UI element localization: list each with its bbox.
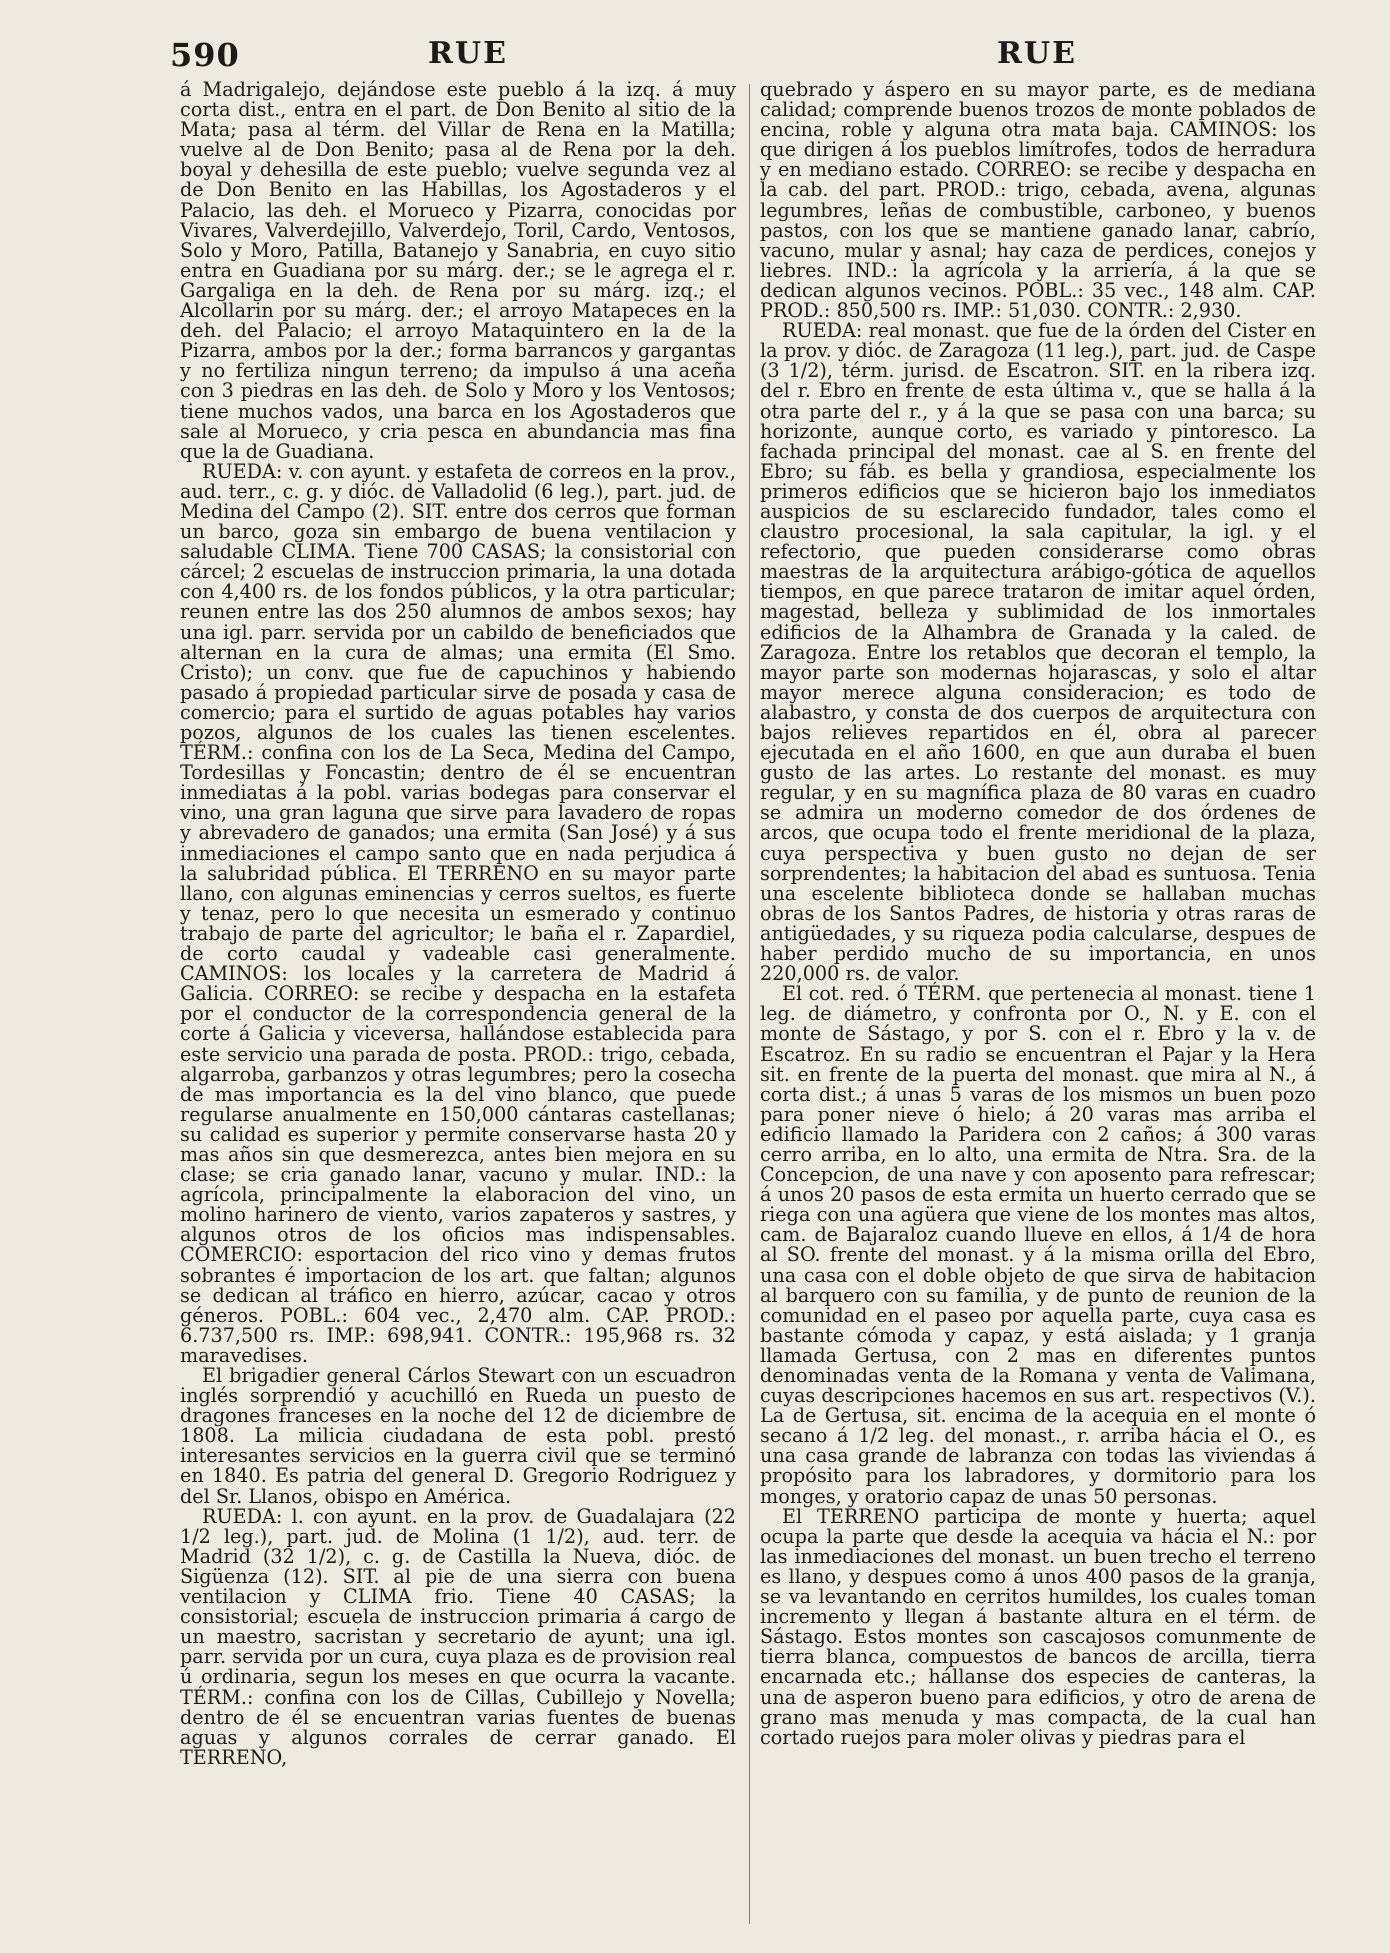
paragraph: El TERRENO participa de monte y huerta; aquel ocupa la parte que desde la acequia va hácia el N.: por las inmediaciones del monast. un buen trecho el terreno es llano, y despues como á unos 400 pasos de la granja, se va levantando en cerritos humildes, los cuales toman incremento y llegan á bastante altura en el térm. de Sástago. Estos montes son cascajosos comunmente de tierra blanca, compuestos de bancos de arcilla, tierra encarnada etc.; hállanse dos especies de canteras, la una de asperon bueno para edificios, y otro de arena de grano mas menuda y mas compacta, de la cual han cortado ruejos para moler olivas y piedras para el <box>760 1504 1316 1749</box>
running-head-right: RUE <box>997 36 1077 71</box>
column-divider <box>749 84 750 1924</box>
paragraph: quebrado y áspero en su mayor parte, es de mediana calidad; comprende buenos trozos de monte poblados de encina, roble y alguna otra mata baja. CAMINOS: los que dirigen á los pueblos limítrofes, todos de herradura y en mediano estado. CORREO: se recibe y despacha en la cab. del part. PROD.: trigo, cebada, avena, algunas legumbres, leñas de combustible, carboneo, y buenos pastos, con los que se mantiene ganado lanar, cabrío, vacuno, mular y asnal; hay caza de perdices, conejos y liebres. IND.: la agrícola y la arriería, á la que se dedican algunos vecinos. POBL.: 35 vec., 148 alm. CAP. PROD.: 850,500 rs. IMP.: 51,030. CONTR.: 2,930. <box>760 78 1316 323</box>
paragraph: El brigadier general Cárlos Stewart con un escuadron inglés sorprendió y acuchilló en Rueda un puesto de dragones franceses en la noche del 12 de diciembre de 1808. La milicia ciudadana de esta pobl. prestó interesantes servicios en la guerra civil que se terminó en 1840. Es patria del general D. Gregorio Rodriguez y del Sr. Llanos, obispo en América. <box>180 1364 736 1508</box>
paragraph: RUEDA: v. con ayunt. y estafeta de correos en la prov., aud. terr., c. g. y dióc. de Valladolid (6 leg.), part. jud. de Medina del Campo (2). SIT. entre dos cerros que forman un barco, goza sin embargo de buena ventilacion y saludable CLIMA. Tiene 700 CASAS; la consistorial con cárcel; 2 escuelas de instruccion primaria, la una dotada con 4,400 rs. de los fondos públicos, y la otra particular; reunen entre las dos 250 alumnos de ambos sexos; hay una igl. parr. servida por un cabildo de beneficiados que alternan en la cura de almas; una ermita (El Smo. Cristo); un conv. que fue de capuchinos y habiendo pasado á propiedad particular sirve de posada y casa de comercio; para el surtido de aguas potables hay varios pozos, algunos de los cuales las tienen escelentes. TÉRM.: confina con los de La Seca, Medina del Campo, Tordesillas y Foncastin; dentro de él se encuentran inmediatas á la pobl. varias bodegas para conservar el vino, una gran laguna que sirve para lavadero de ropas y abrevadero de ganados; una ermita (San José) y á sus inmediaciones el campo santo que en nada perjudica á la salubridad pública. El TERRENO en su mayor parte llano, con algunas eminencias y cerros sueltos, es fuerte y tenaz, pero lo que necesita un esmerado y continuo trabajo de parte del agricultor; le baña el r. Zapardiel, de corto caudal y vadeable casi generalmente. CAMINOS: los locales y la carretera de Madrid á Galicia. CORREO: se recibe y despacha en la estafeta por el conductor de la correspondencia general de la corte á Galicia y viceversa, hallándose establecida para este servicio una parada de posta. PROD.: trigo, cebada, algarroba, garbanzos y otras legumbres; pero la cosecha de mas importancia es la del vino blanco, que puede regularse anualmente en 150,000 cántaras castellanas; su calidad es superior y permite conservarse hasta 20 y mas años sin que desmerezca, antes bien mejora en su clase; se cria ganado lanar, vacuno y mular. IND.: la agrícola, principalmente la elaboracion del vino, un molino harinero de viento, varios zapateros y sastres, y algunos otros de los oficios mas indispensables. COMERCIO: esportacion del rico vino y demas frutos sobrantes é importacion de los art. que faltan; algunos se dedican al tráfico en hierro, azúcar, cacao y otros géneros. POBL.: 604 vec., 2,470 alm. CAP. PROD.: 6.737,500 rs. IMP.: 698,941. CONTR.: 195,968 rs. 32 maravedises. <box>180 459 736 1367</box>
page-number: 590 <box>170 36 240 74</box>
paragraph: RUEDA: l. con ayunt. en la prov. de Guadalajara (22 1/2 leg.), part. jud. de Molina (1 1/2), aud. terr. de Madrid (32 1/2), c. g. de Castilla la Nueva, dióc. de Sigüenza (12). SIT. al pie de una sierra con buena ventilacion y CLIMA frio. Tiene 40 CASAS; la consistorial; escuela de instruccion primaria á cargo de un maestro, sacristan y secretario de ayunt; una igl. parr. servida por un cura, cuya plaza es de provision real ú ordinaria, segun los meses en que ocurra la vacante. TÉRM.: confina con los de Cillas, Cubillejo y Novella; dentro de él se encuentran varias fuentes de buenas aguas y algunos corrales de cerrar ganado. El TERRENO, <box>180 1504 736 1769</box>
running-head-left: RUE <box>428 36 508 71</box>
paragraph: á Madrigalejo, dejándose este pueblo á la izq. á muy corta dist., entra en el part. de Don Benito al sitio de la Mata; pasa al térm. del Villar de Rena en la Matilla; vuelve al de Don Benito; pasa al de Rena por la deh. boyal y dehesilla de este pueblo; vuelve segunda vez al de Don Benito en las Habillas, los Agostaderos y el Palacio, las deh. el Morueco y Pizarra, conocidas por Vivares, Valverdejillo, Valverdejo, Toril, Cardo, Ventosos, Solo y Moro, Patilla, Batanejo y Sanabria, en cuyo sitio entra en Guadiana por su márg. der.; se le agrega el r. Gargaliga en la deh. de Rena por su márg. izq.; el Alcollarin por su márg. der.; el arroyo Matapeces en la deh. del Palacio; el arroyo Mataquintero en la de la Pizarra, ambos por la der.; forma barrancos y gargantas y no fertiliza ningun terreno; da impulso á una aceña con 3 piedras en las deh. de Solo y Moro y los Ventosos; tiene muchos vados, una barca en los Agostaderos que sale al Morueco, y cria pesca en abundancia mas fina que la de Guadiana. <box>180 78 736 463</box>
paragraph: RUEDA: real monast. que fue de la órden del Cister en la prov. y dióc. de Zaragoza (11 leg.), part. jud. de Caspe (3 1/2), térm. jurisd. de Escatron. SIT. en la ribera izq. del r. Ebro en frente de esta última v., que se halla á la otra parte del r., y á la que se pasa con una barca; su horizonte, aunque corto, es variado y pintoresco. La fachada principal del monast. cae al S. en frente del Ebro; su fáb. es bella y grandiosa, especialmente los primeros edificios que se hicieron bajo los inmediatos auspicios de su esclarecido fundador, tales como el claustro procesional, la sala capitular, la igl. y el refectorio, que pueden considerarse como obras maestras de la arquitectura arábigo-gótica de aquellos tiempos, en que parece trataron de imitar aquel órden, magestad, belleza y sublimidad de los inmortales edificios de la Alhambra de Granada y la caled. de Zaragoza. Entre los retablos que decoran el templo, la mayor parte son modernas hojarascas, y solo el altar mayor merece alguna consideracion; es todo de alabastro, y consta de dos cuerpos de arquitectura con bajos relieves repartidos en él, obra al parecer ejecutada en el año 1600, en que aun duraba el buen gusto de las artes. Lo restante del monast. es muy regular, y en su magnífica plaza de 80 varas en cuadro se admira un moderno comedor de dos órdenes de arcos, que ocupa todo el frente meridional de la plaza, cuya perspectiva y buen gusto no dejan de ser sorprendentes; la habitacion del abad es suntuosa. Tenia una escelente biblioteca donde se hallaban muchas obras de los Santos Padres, de historia y otras raras de antigüedades, y su riqueza podia calcularse, despues de haber perdido mucho de su importancia, en unos 220,000 rs. de valor. <box>760 319 1316 986</box>
left-column <box>180 80 736 1768</box>
paragraph: El cot. red. ó TÉRM. que pertenecia al monast. tiene 1 leg. de diámetro, y confronta por O., N. y E. con el monte de Sástago, y por S. con el r. Ebro y la v. de Escatroz. En su radio se encuentran el Pajar y la Hera sit. en frente de la puerta del monast. que mira al N., á corta dist.; á unas 5 varas de los mismos un buen pozo para poner nieve ó hielo; á 20 varas mas arriba el edificio llamado la Paridera con 2 caños; á 300 varas cerro arriba, en lo alto, una ermita de Ntra. Sra. de la Concepcion, de una nave y con aposento para refrescar; á unos 20 pasos de esta ermita un huerto cerrado que se riega con una agüera que viene de los montes mas altos, cam. de Bajaraloz cuando llueve en ellos, á 1/4 de hora al SO. frente del monast. y á la misma orilla del Ebro, una casa con el doble objeto de que sirva de habitacion al barquero con su familia, y de punto de reunion de la comunidad en el paseo por aquella parte, cuya casa es bastante cómoda y capaz, y está aislada; y 1 granja llamada Gertusa, con 2 mas en diferentes puntos denominadas venta de la Romana y venta de Valimana, cuyas descripciones hacemos en sus art. respectivos (V.). La de Gertusa, sit. encima de la acequia en el monte ó secano á 1/2 leg. del monast., r. arriba hácia el O., es una casa grande de labranza con todas las viviendas á propósito para los labradores, y dormitorio para los monges, y oratorio capaz de unas 50 personas. <box>760 982 1316 1508</box>
right-column <box>760 80 1316 1748</box>
